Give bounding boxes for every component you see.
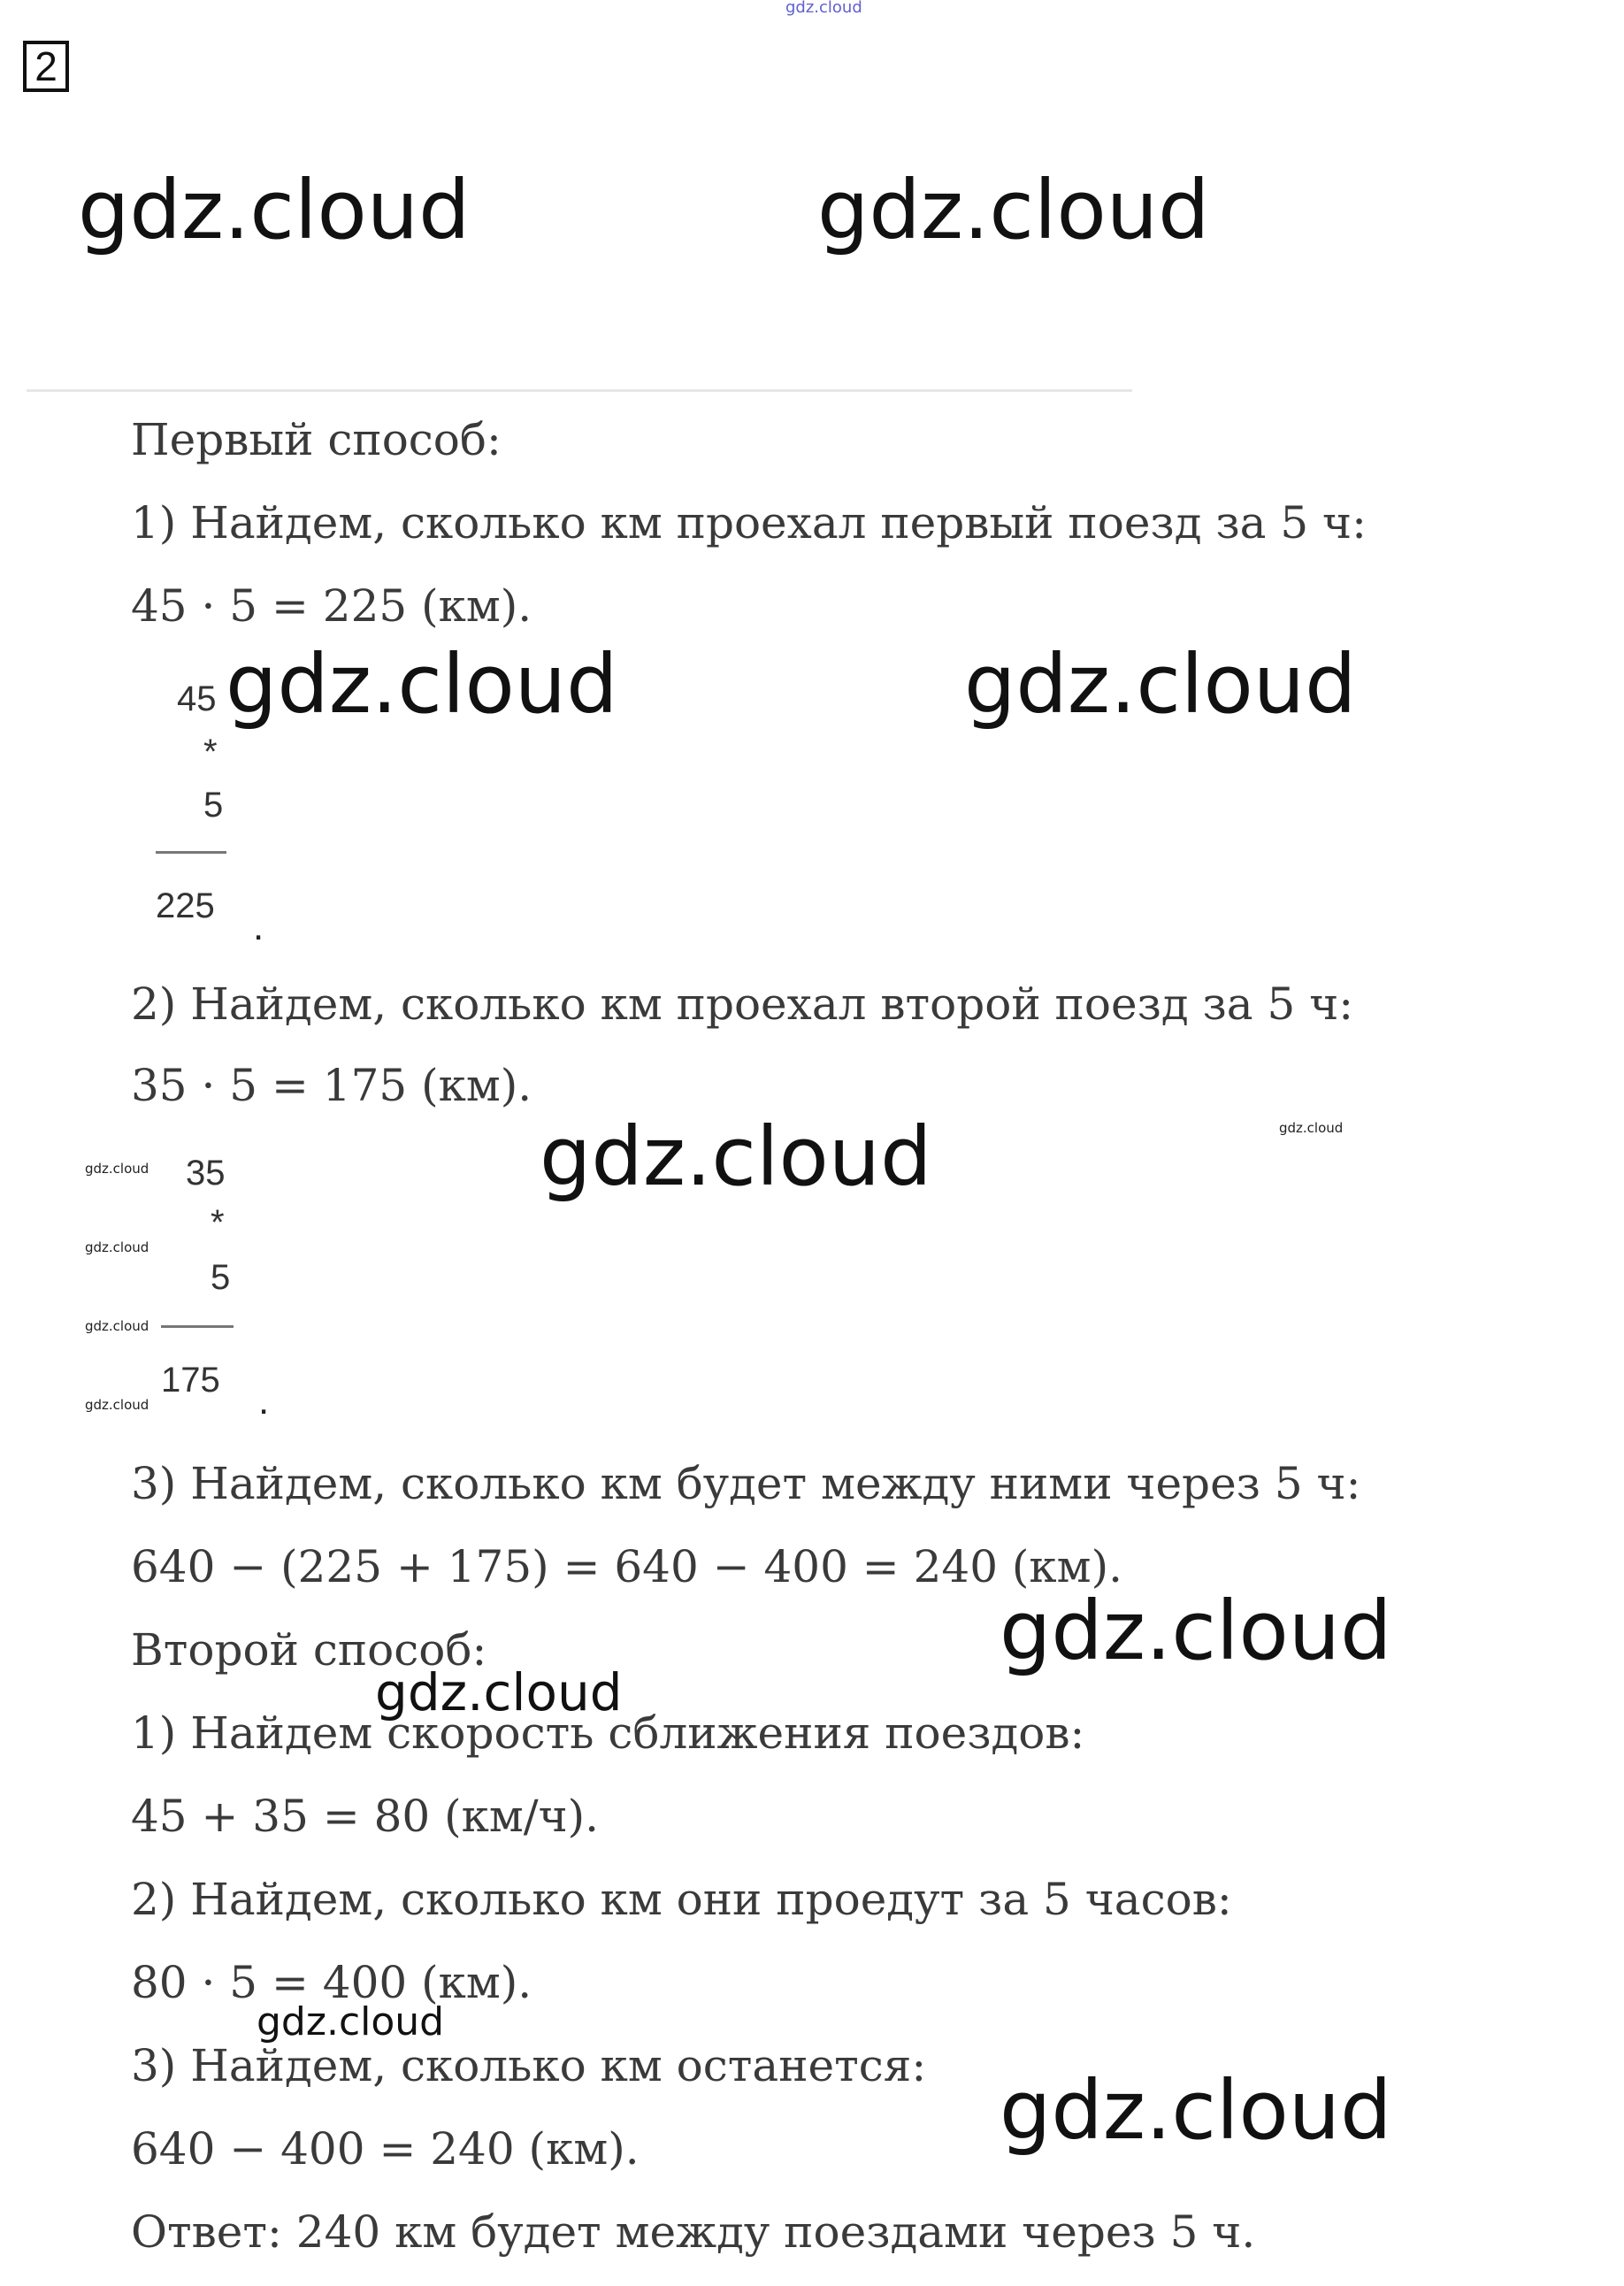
task-number: 2 <box>23 41 69 92</box>
method2-step3-formula: 640 − 400 = 240 (км). <box>131 2123 640 2175</box>
watermark: gdz.cloud <box>817 163 1210 257</box>
watermark-small: gdz.cloud <box>85 1239 149 1255</box>
answer: Ответ: 240 км будет между поездами через 5 ч. <box>131 2206 1256 2258</box>
watermark-top: gdz.cloud <box>785 0 862 17</box>
watermark: gdz.cloud <box>1000 2063 1392 2158</box>
method2-step2-formula: 80 · 5 = 400 (км). <box>131 1957 532 2008</box>
watermark-small: gdz.cloud <box>1279 1120 1344 1136</box>
column1-rule <box>156 851 226 854</box>
watermark: gdz.cloud <box>540 1109 932 1204</box>
watermark: gdz.cloud <box>257 1999 445 2044</box>
watermark: gdz.cloud <box>78 163 471 257</box>
method2-step1-text: 1) Найдем скорость сближения поездов: <box>131 1707 1085 1759</box>
column1-bottom: 5 <box>203 786 224 825</box>
method1-heading: Первый способ: <box>131 414 502 465</box>
method1-step2-text: 2) Найдем, сколько км проехал второй поезд за 5 ч: <box>131 978 1354 1030</box>
method1-step2-formula: 35 · 5 = 175 (км). <box>131 1060 532 1111</box>
method2-heading: Второй способ: <box>131 1624 487 1676</box>
column1-result: 225 <box>156 886 215 925</box>
scan-artifact-line <box>27 389 1132 392</box>
column2-end: . <box>258 1379 270 1423</box>
method1-step3-text: 3) Найдем, сколько км будет между ними через 5 ч: <box>131 1458 1361 1509</box>
method1-step3-formula: 640 − (225 + 175) = 640 − 400 = 240 (км). <box>131 1541 1122 1592</box>
column1-operator: * <box>203 733 218 771</box>
column2-bottom: 5 <box>211 1258 231 1297</box>
watermark: gdz.cloud <box>375 1662 623 1722</box>
watermark: gdz.cloud <box>226 637 618 732</box>
method2-step3-text: 3) Найдем, сколько км останется: <box>131 2040 927 2091</box>
method1-step1-text: 1) Найдем, сколько км проехал первый поезд за 5 ч: <box>131 497 1367 548</box>
watermark-small: gdz.cloud <box>85 1397 149 1413</box>
column1-end: . <box>253 905 264 948</box>
watermark: gdz.cloud <box>964 637 1357 732</box>
watermark-small: gdz.cloud <box>85 1318 149 1334</box>
column2-rule <box>161 1325 234 1328</box>
column2-operator: * <box>211 1203 225 1242</box>
column2-top: 35 <box>186 1154 226 1193</box>
method1-step1-formula: 45 · 5 = 225 (км). <box>131 580 532 632</box>
column2-result: 175 <box>161 1361 220 1400</box>
method2-step2-text: 2) Найдем, сколько км они проедут за 5 часов: <box>131 1874 1232 1925</box>
method2-step1-formula: 45 + 35 = 80 (км/ч). <box>131 1791 600 1842</box>
watermark-small: gdz.cloud <box>85 1161 149 1177</box>
watermark: gdz.cloud <box>1000 1584 1392 1678</box>
column1-top: 45 <box>177 679 217 718</box>
